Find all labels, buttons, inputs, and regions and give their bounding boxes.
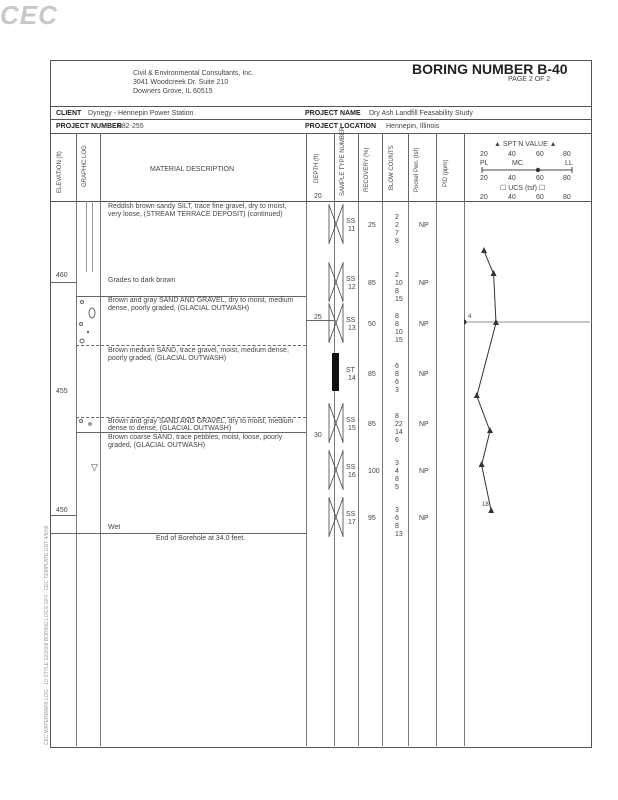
- elevation-450: 450: [56, 507, 68, 514]
- col-rule: [100, 133, 101, 201]
- recovery-value: 25: [368, 222, 376, 229]
- blow-count: 6: [395, 379, 399, 386]
- page-number: PAGE 2 OF 2: [508, 76, 551, 83]
- pocket-pen-value: NP: [419, 222, 429, 229]
- ucs-scale-60: 60: [536, 194, 544, 201]
- client-value: Dynegy - Hennepin Power Station: [88, 110, 194, 117]
- sample-number: 14: [348, 375, 356, 382]
- pl-label: PL: [480, 160, 489, 167]
- col-rule: [358, 133, 359, 201]
- project-rule-1: [50, 119, 591, 120]
- blow-count: 7: [395, 230, 399, 237]
- sample-row: [306, 353, 436, 397]
- pl-scale-20: 20: [480, 175, 488, 182]
- recovery-value: 85: [368, 280, 376, 287]
- spt-point: [488, 507, 494, 513]
- ll-label: LL: [565, 160, 573, 167]
- recovery-header: RECOVERY (%): [364, 147, 370, 192]
- split-spoon-symbol: [326, 403, 346, 443]
- col-rule: [408, 133, 409, 201]
- pl-scale-40: 40: [508, 175, 516, 182]
- blow-counts-header: BLOW COUNTS: [389, 145, 395, 190]
- graphic-log-hatch: [92, 201, 93, 272]
- graphic-log-header: GRAPHIC LOG: [82, 145, 88, 187]
- project-location-value: Hennepin, Illinois: [386, 123, 440, 130]
- split-spoon-symbol: [326, 262, 346, 302]
- end-of-boring-line: [50, 533, 306, 534]
- recovery-value: 100: [368, 468, 380, 475]
- sample-row: [306, 497, 436, 541]
- blow-count: 2: [395, 222, 399, 229]
- sample-number: 16: [348, 472, 356, 479]
- blow-count: 22: [395, 421, 403, 428]
- recovery-value: 95: [368, 515, 376, 522]
- mc-label: MC: [512, 160, 523, 167]
- split-spoon-symbol: [326, 450, 346, 490]
- blow-count: 5: [395, 484, 399, 491]
- elevation-tick: [50, 282, 76, 283]
- blow-count: 3: [395, 460, 399, 467]
- spt-point: [491, 270, 497, 276]
- sample-type: SS: [346, 464, 356, 471]
- water-level-icon: ▽: [91, 462, 98, 472]
- margin-note: CEC WATERMARK LOG - 10 STYLE 12/2008 BORING LOGS.GPJ - CEC TEMPLATE.GDT 4/8/09: [44, 525, 50, 745]
- description-2: Grades to dark brown: [108, 277, 176, 284]
- recovery-value: 85: [368, 371, 376, 378]
- ucs-label: ☐ UCS (tsf) ☐: [500, 185, 546, 192]
- spt-18-label: 18: [482, 502, 489, 508]
- material-description-header: MATERIAL DESCRIPTION: [150, 166, 235, 173]
- pocket-pen-header: Pocket Pen. (tsf): [414, 147, 420, 192]
- moisture-label: 4: [468, 314, 472, 320]
- description-5: Brown and gray SAND AND GRAVEL, dry to moist, medium dense to dense, (GLACIAL OUTWASH): [108, 418, 294, 432]
- sample-row: [306, 303, 436, 347]
- blow-count: 10: [395, 280, 403, 287]
- shelby-tube-symbol: [332, 353, 339, 391]
- spt-point: [487, 427, 493, 433]
- depth-header: DEPTH (ft): [314, 153, 320, 183]
- split-spoon-symbol: [326, 204, 346, 244]
- spt-profile-line: [477, 251, 496, 511]
- col-rule: [436, 133, 437, 201]
- col-rule: [436, 201, 437, 746]
- company-address-2: Downers Grove, IL 60515: [133, 88, 213, 95]
- spt-title: ▲ SPT N VALUE ▲: [494, 141, 557, 148]
- sample-number: 13: [348, 325, 356, 332]
- depth-25: 25: [314, 314, 322, 321]
- spt-point: [479, 461, 485, 467]
- blow-count: 8: [395, 238, 399, 245]
- project-name-label: PROJECT NAME: [305, 110, 361, 117]
- ucs-scale-80: 80: [563, 194, 571, 201]
- moisture-point: [464, 320, 467, 325]
- depth-30: 30: [314, 432, 322, 439]
- depth-start: 20: [314, 193, 322, 200]
- sample-number: 17: [348, 519, 356, 526]
- sample-row: [306, 403, 436, 447]
- company-logo: CEC: [0, 0, 58, 30]
- blow-count: 8: [395, 523, 399, 530]
- report-title: BORING NUMBER B-40: [412, 61, 568, 77]
- split-spoon-symbol: [326, 303, 346, 343]
- gravel-symbols: [76, 296, 100, 346]
- sample-type: SS: [346, 317, 356, 324]
- blow-count: 15: [395, 296, 403, 303]
- description-6: Brown coarse SAND, trace pebbles, moist, loose, poorly graded, (GLACIAL OUTWASH): [108, 434, 283, 449]
- sample-row: [306, 262, 436, 306]
- pocket-pen-value: NP: [419, 515, 429, 522]
- blow-count: 8: [395, 313, 399, 320]
- col-rule: [464, 133, 465, 201]
- sample-row: [306, 204, 436, 248]
- blow-count: 14: [395, 429, 403, 436]
- description-4: Brown medium SAND, trace gravel, moist, medium dense, poorly graded, (GLACIAL OUTWASH): [108, 347, 289, 362]
- blow-count: 2: [395, 214, 399, 221]
- company-name: Civil & Environmental Consultants, Inc.: [133, 70, 254, 77]
- sample-type: SS: [346, 276, 356, 283]
- pid-header: PID (ppm): [443, 159, 449, 187]
- sample-type: SS: [346, 417, 356, 424]
- description-7: Wet: [108, 524, 121, 531]
- pocket-pen-value: NP: [419, 280, 429, 287]
- col-rule: [334, 133, 335, 201]
- gravel-symbols-lower: [76, 417, 100, 433]
- col-rule: [382, 133, 383, 201]
- blow-count: 8: [395, 371, 399, 378]
- pl-scale-80: 80: [563, 175, 571, 182]
- recovery-value: 85: [368, 421, 376, 428]
- blow-count: 4: [395, 468, 399, 475]
- sample-number: 15: [348, 425, 356, 432]
- blow-count: 2: [395, 272, 399, 279]
- col-rule: [76, 201, 77, 746]
- elevation-460: 460: [56, 272, 68, 279]
- pocket-pen-value: NP: [419, 468, 429, 475]
- sample-type: ST: [346, 367, 355, 374]
- elevation-455: 455: [56, 388, 68, 395]
- blow-count: 6: [395, 363, 399, 370]
- pl-scale-60: 60: [536, 175, 544, 182]
- spt-point: [474, 392, 480, 398]
- blow-count: 8: [395, 476, 399, 483]
- recovery-value: 50: [368, 321, 376, 328]
- blow-count: 10: [395, 329, 403, 336]
- blow-count: 6: [395, 515, 399, 522]
- layer-boundary: [76, 432, 306, 433]
- project-number-value: 082-255: [118, 123, 144, 130]
- split-spoon-symbol: [326, 497, 346, 537]
- sample-type-header: SAMPLE TYPE NUMBER: [340, 126, 346, 196]
- sample-type: SS: [346, 511, 356, 518]
- pl-mc-ll-symbol: [476, 166, 586, 174]
- ucs-scale-20: 20: [480, 194, 488, 201]
- spt-scale-40: 40: [508, 151, 516, 158]
- pocket-pen-value: NP: [419, 371, 429, 378]
- sample-number: 11: [348, 226, 356, 233]
- ucs-scale-40: 40: [508, 194, 516, 201]
- layer-boundary: [76, 345, 306, 346]
- pocket-pen-value: NP: [419, 421, 429, 428]
- client-label: CLIENT: [56, 110, 82, 117]
- end-of-borehole-note: End of Borehole at 34.0 feet.: [156, 535, 246, 542]
- blow-count: 3: [395, 387, 399, 394]
- blow-count: 6: [395, 437, 399, 444]
- project-name-value: Dry Ash Landfill Feasability Study: [369, 110, 473, 117]
- blow-count: 3: [395, 507, 399, 514]
- spt-scale-60: 60: [536, 151, 544, 158]
- title-rule: [50, 106, 591, 107]
- company-address-1: 3041 Woodcreek Dr. Suite 210: [133, 79, 229, 86]
- blow-count: 8: [395, 413, 399, 420]
- spt-point: [481, 247, 487, 253]
- sample-number: 12: [348, 284, 356, 291]
- spt-scale-20: 20: [480, 151, 488, 158]
- elevation-header: ELEVATION (ft): [57, 151, 63, 193]
- project-location-label: PROJECT LOCATION: [305, 123, 377, 130]
- col-rule: [306, 133, 307, 201]
- col-rule: [76, 133, 77, 201]
- blow-count: 15: [395, 337, 403, 344]
- spt-markers: [474, 247, 499, 513]
- sample-row: [306, 450, 436, 494]
- sample-type: SS: [346, 218, 356, 225]
- elevation-tick: [50, 515, 76, 516]
- blow-count: 8: [395, 288, 399, 295]
- graphic-log-hatch: [86, 201, 87, 272]
- description-3: Brown and gray SAND AND GRAVEL, dry to moist, medium dense, poorly graded, (GLACIAL OUTWASH): [108, 297, 294, 312]
- spt-plot: [464, 201, 590, 746]
- spt-scale-80: 80: [563, 151, 571, 158]
- blow-count: 8: [395, 321, 399, 328]
- project-rule-2: [50, 133, 591, 134]
- col-rule: [100, 201, 101, 746]
- blow-count: 13: [395, 531, 403, 538]
- pocket-pen-value: NP: [419, 321, 429, 328]
- description-1: Reddish brown sandy SILT, trace fine gravel, dry to moist, very loose, (STREAM TERRACE DEPOSIT) (continued): [108, 203, 287, 218]
- project-number-label: PROJECT NUMBER: [56, 123, 122, 130]
